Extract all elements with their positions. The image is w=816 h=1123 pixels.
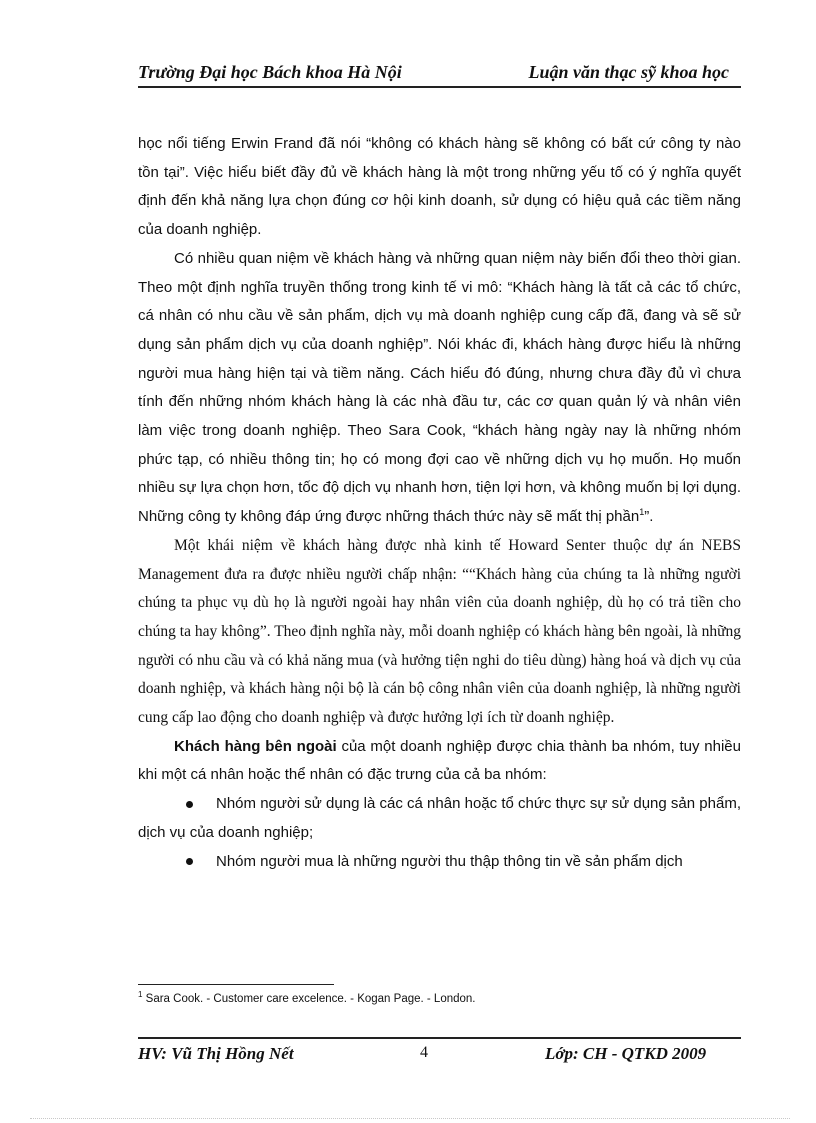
footer-separator bbox=[138, 1037, 741, 1039]
header-university: Trường Đại học Bách khoa Hà Nội bbox=[138, 62, 402, 82]
paragraph-3: Một khái niệm về khách hàng được nhà kinh tế Howard Senter thuộc dự án NEBS Management đưa ra được nhiều người chấp nhận: ““Khách hàng của chúng ta là những người chúng ta phục vụ dù họ là người ngoài hay nhân viên của doanh nghiệp, dù họ có trả tiền cho chúng ta hay không”. Theo định nghĩa này, mỗi doanh nghiệp có khách hàng bên ngoài, là những người có nhu cầu và có khả năng mua (và hưởng tiện nghi do tiêu dùng) hàng hoá và dịch vụ của doanh nghiệp, và khách hàng nội bộ là cán bộ công nhân viên của doanh nghiệp, là những người cung cấp lao động cho doanh nghiệp và được hưởng lợi ích từ doanh nghiệp. bbox=[138, 536, 741, 727]
bullet-item-users-text: Nhóm người sử dụng là các cá nhân hoặc tổ chức thực sự sử dụng sản phẩm, dịch vụ của doanh nghiệp; bbox=[138, 795, 741, 841]
footnote-reference[interactable]: 1 bbox=[639, 507, 645, 518]
paragraph-1: học nổi tiếng Erwin Frand đã nói “không có khách hàng sẽ không có bất cứ công ty nào tồn tại”. Việc hiểu biết đầy đủ về khách hàng là một trong những yếu tố có ý nghĩa quyết định đến khả năng lựa chọn đúng cơ hội kinh doanh, sử dụng có hiệu quả các tiềm năng của doanh nghiệp. bbox=[138, 135, 741, 239]
paragraph-2-text: Có nhiều quan niệm về khách hàng và những quan niệm này biến đổi theo thời gian. Theo một định nghĩa truyền thống trong kinh tế vi mô: “Khách hàng là tất cả các tổ chức, cá nhân có nhu cầu về sản phẩm, dịch vụ mà doanh nghiệp cung cấp đã, đang và sẽ sử dụng sản phẩm dịch vụ của doanh nghiệp”. Nói khác đi, khách hàng được hiểu là những người mua hàng hiện tại và tiềm năng. Cách hiểu đó đúng, nhưng chưa đầy đủ vì chưa tính đến những nhóm khách hàng là các nhà đầu tư, các cơ quan quản lý và nhân viên làm việc trong doanh nghiệp. Theo Sara Cook, “khách hàng ngày nay là những nhóm phức tạp, có nhiều thông tin; họ có mong đợi cao về những dịch vụ họ muốn. Họ muốn nhiều sự lựa chọn hơn, tốc độ dịch vụ nhanh hơn, tiện lợi hơn, và không muốn bị lợi dụng. Những công ty không đáp ứng được những thách thức này sẽ mất thị phần bbox=[138, 249, 741, 526]
paragraph-4 bbox=[138, 733, 741, 790]
bullet-item-buyers bbox=[138, 848, 741, 877]
footnote-separator bbox=[138, 984, 334, 985]
bullet-dot-icon bbox=[186, 848, 216, 877]
page-body bbox=[138, 130, 741, 876]
bullet-item-buyers-text: Nhóm người mua là những người thu thập thông tin về sản phẩm dịch bbox=[216, 852, 683, 870]
footnote bbox=[138, 990, 476, 1005]
page-number: 4 bbox=[420, 1044, 428, 1061]
footer-student-name: HV: Vũ Thị Hồng Nết bbox=[138, 1044, 294, 1063]
header-thesis-type: Luận văn thạc sỹ khoa học bbox=[528, 62, 729, 82]
page-bottom-dotted-line bbox=[30, 1118, 790, 1119]
bullet-dot-icon bbox=[186, 790, 216, 819]
paragraph-2-end: ”. bbox=[644, 508, 654, 526]
paragraph-2 bbox=[138, 245, 741, 532]
footer-class: Lớp: CH - QTKD 2009 bbox=[545, 1044, 707, 1063]
footnote-text: Sara Cook. - Customer care excelence. - Kogan Page. - London. bbox=[142, 993, 476, 1005]
bullet-item-users bbox=[138, 790, 741, 847]
footnote-mark: 1 bbox=[138, 990, 143, 1000]
page-header bbox=[138, 60, 741, 88]
term-external-customers: Khách hàng bên ngoài bbox=[174, 737, 337, 755]
paragraph-4-text: của một doanh nghiệp được chia thành ba nhóm, tuy nhiều khi một cá nhân hoặc thể nhân có đặc trưng của cả ba nhóm: bbox=[138, 737, 741, 784]
